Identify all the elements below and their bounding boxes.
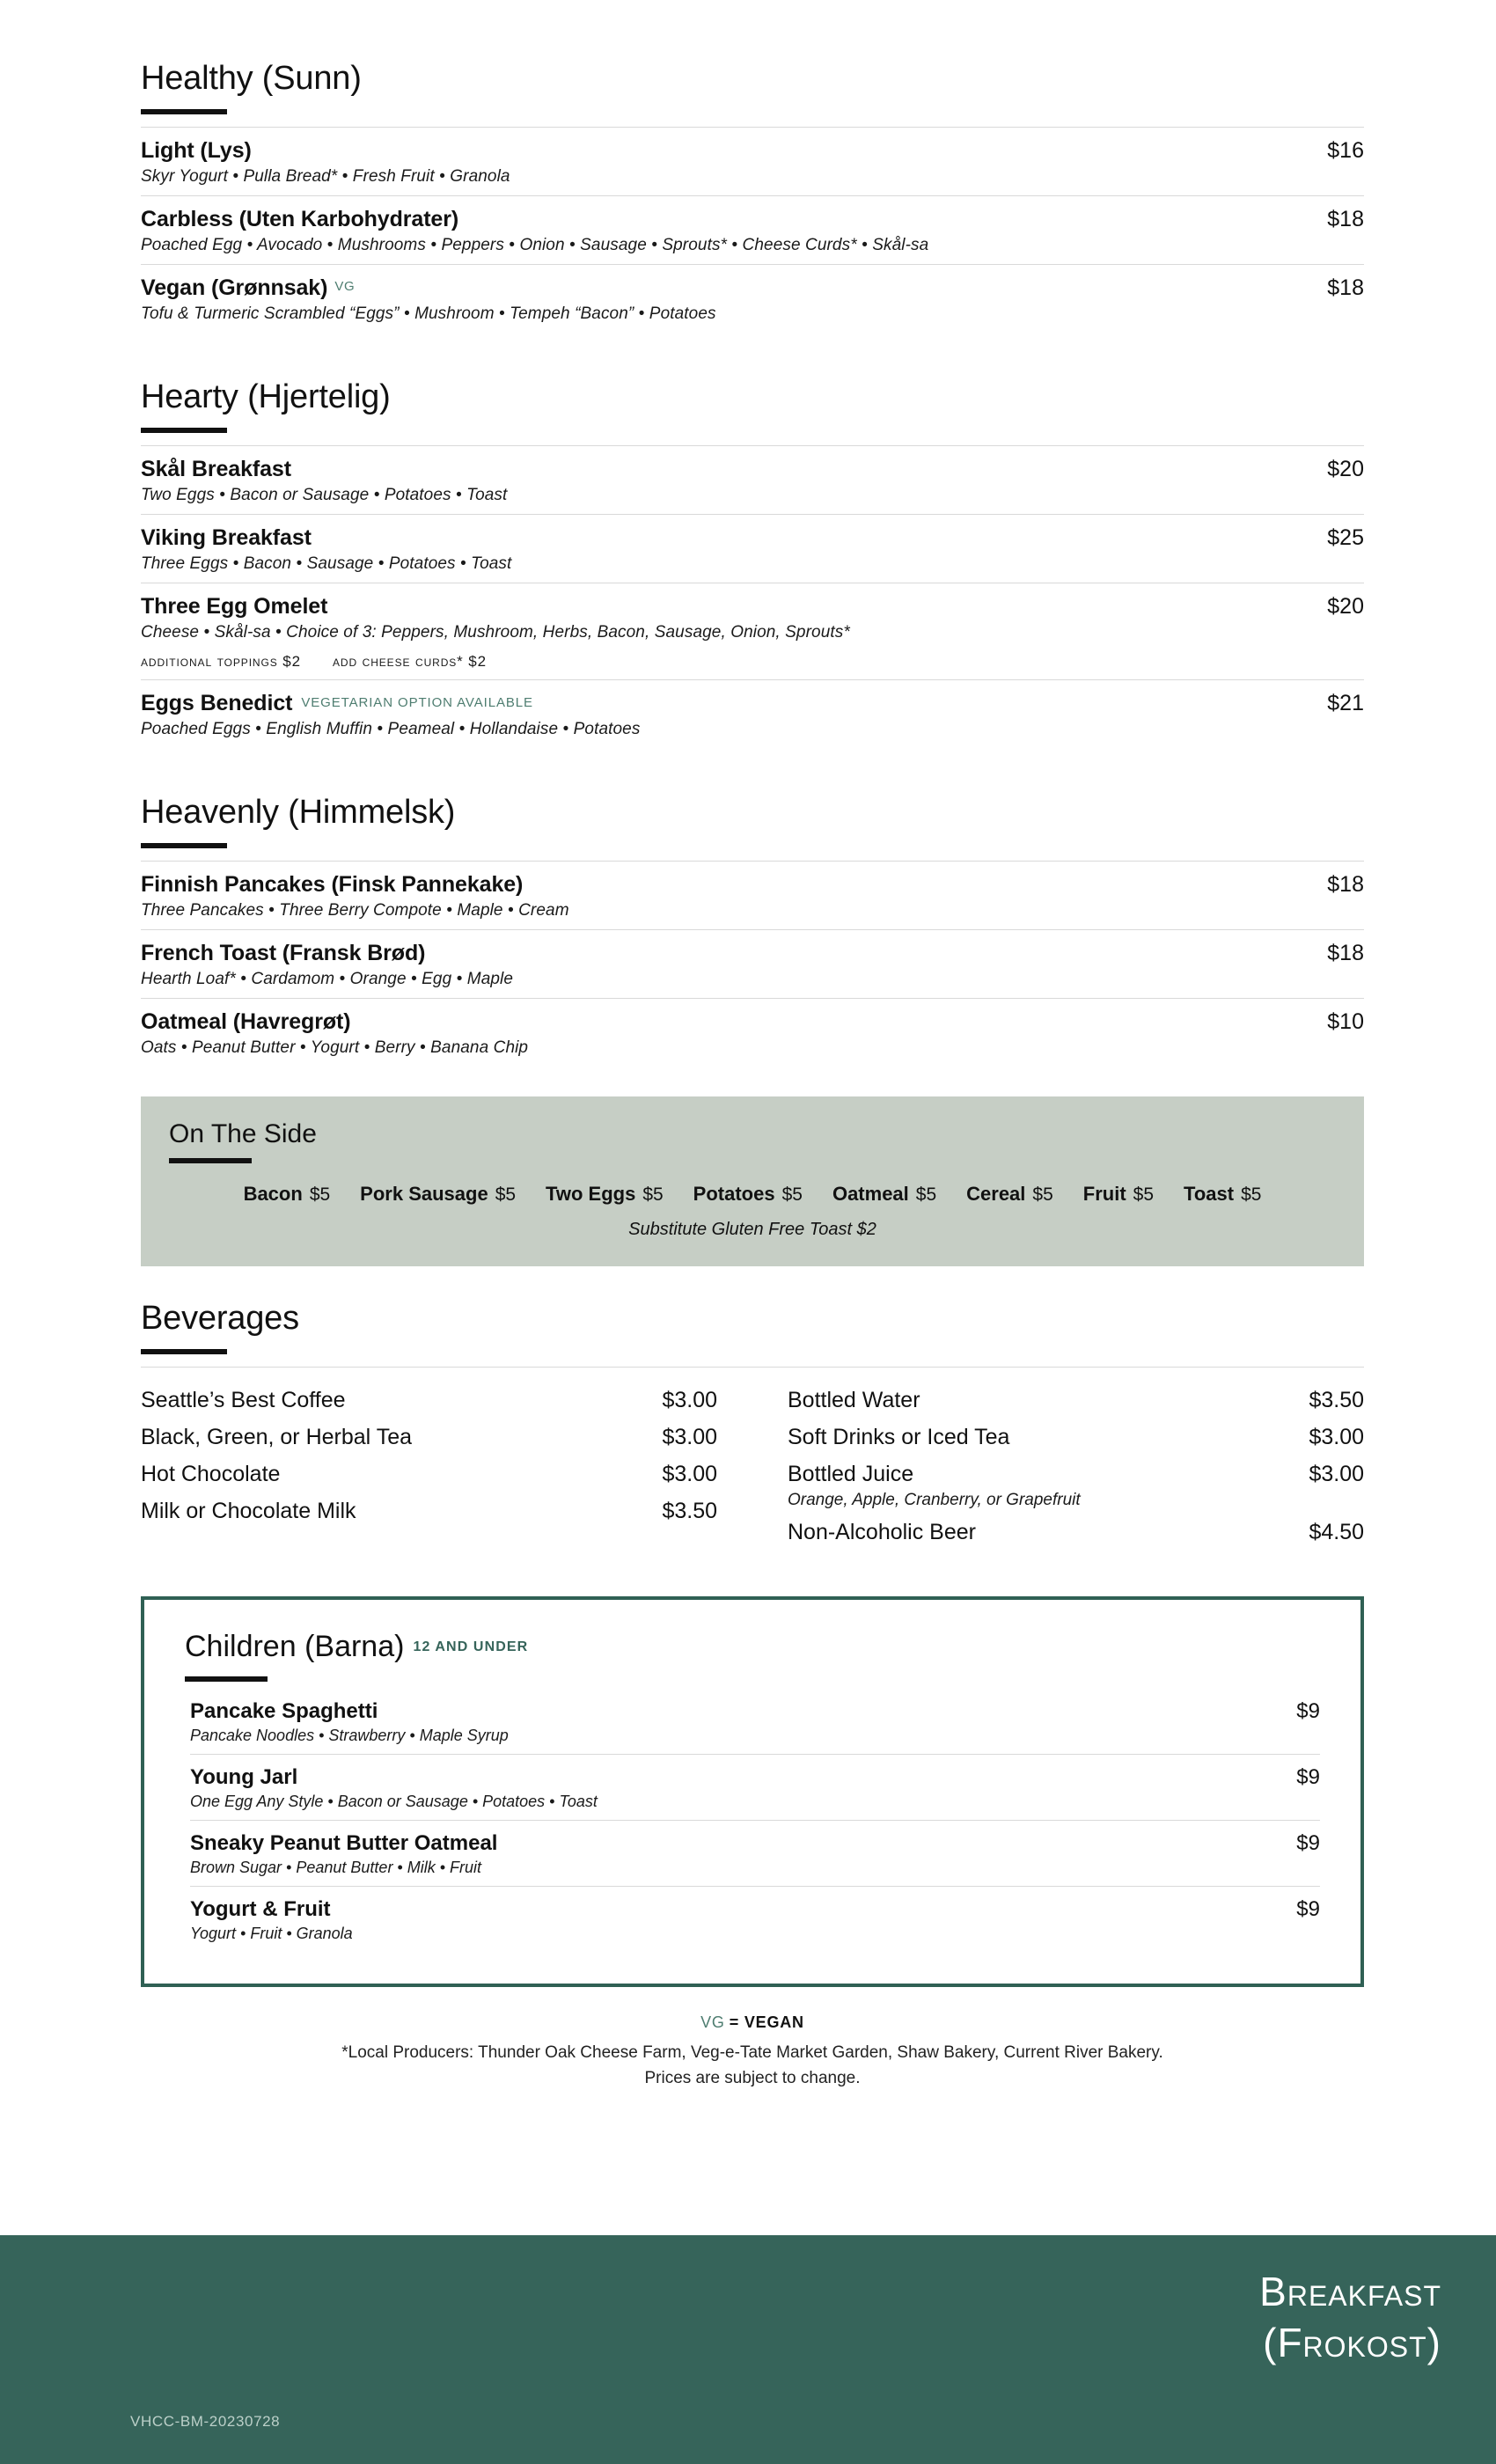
children-item-price: $9 bbox=[1296, 1698, 1320, 1723]
side-item-name: Potatoes bbox=[693, 1182, 775, 1205]
menu-item-description: Two Eggs • Bacon or Sausage • Potatoes • Toast bbox=[141, 485, 508, 504]
vg-legend-text: = VEGAN bbox=[729, 2013, 804, 2031]
children-item-price: $9 bbox=[1296, 1896, 1320, 1921]
beverage-name: Milk or Chocolate Milk bbox=[141, 1498, 356, 1523]
menu-item-name bbox=[141, 691, 533, 716]
menu-item-name: Carbless (Uten Karbohydrater) bbox=[141, 206, 459, 231]
menu-item-description: Cheese • Skål-sa • Choice of 3: Peppers, Mushroom, Herbs, Bacon, Sausage, Onion, Sprouts* bbox=[141, 622, 850, 642]
section-beverages bbox=[141, 1299, 1364, 1551]
on-the-side-title: On The Side bbox=[169, 1118, 317, 1148]
menu-item bbox=[141, 127, 1364, 195]
menu-item-name: French Toast (Fransk Brød) bbox=[141, 940, 426, 965]
menu-item-price: $25 bbox=[1327, 524, 1364, 550]
beverage-columns bbox=[141, 1367, 1364, 1551]
children-item-name: Sneaky Peanut Butter Oatmeal bbox=[190, 1830, 498, 1855]
item-list-hearty bbox=[141, 445, 1364, 748]
menu-content bbox=[141, 62, 1364, 2091]
children-age-note: 12 AND UNDER bbox=[413, 1639, 529, 1654]
menu-item-description: Poached Egg • Avocado • Mushrooms • Peppers • Onion • Sausage • Sprouts* • Cheese Curds* • Skål-sa bbox=[141, 235, 929, 254]
beverage-row bbox=[141, 1456, 717, 1492]
section-title-heavenly: Heavenly (Himmelsk) bbox=[141, 793, 456, 831]
beverage-price: $3.50 bbox=[1309, 1387, 1364, 1412]
beverage-description: Orange, Apple, Cranberry, or Grapefruit bbox=[788, 1490, 1081, 1509]
menu-item-name: Three Egg Omelet bbox=[141, 593, 328, 619]
beverage-name: Seattle’s Best Coffee bbox=[141, 1387, 346, 1412]
menu-item-name: Skål Breakfast bbox=[141, 456, 291, 481]
menu-item-name: Oatmeal (Havregrøt) bbox=[141, 1008, 351, 1034]
menu-item-price: $16 bbox=[1327, 137, 1364, 163]
children-item-row bbox=[190, 1699, 1320, 1724]
beverage-row bbox=[788, 1456, 1364, 1492]
menu-item-row bbox=[141, 138, 1364, 164]
section-heavenly bbox=[141, 793, 1364, 1067]
side-item bbox=[1083, 1183, 1154, 1206]
banner-title-line1: Breakfast bbox=[1259, 2269, 1441, 2314]
side-item-name: Toast bbox=[1184, 1182, 1235, 1205]
beverage-name: Black, Green, or Herbal Tea bbox=[141, 1424, 413, 1449]
side-item-list bbox=[169, 1183, 1336, 1206]
side-item-name: Oatmeal bbox=[832, 1182, 909, 1205]
section-header bbox=[141, 793, 1364, 861]
menu-item-description: Skyr Yogurt • Pulla Bread* • Fresh Fruit • Granola bbox=[141, 166, 510, 186]
beverage-row bbox=[141, 1419, 717, 1456]
side-item-price: $5 bbox=[781, 1184, 803, 1205]
side-item bbox=[832, 1183, 936, 1206]
menu-item bbox=[141, 929, 1364, 998]
menu-item bbox=[141, 998, 1364, 1067]
menu-item-price: $18 bbox=[1327, 940, 1364, 965]
menu-item-price: $18 bbox=[1327, 275, 1364, 300]
menu-item-name: Viking Breakfast bbox=[141, 524, 312, 550]
spacer bbox=[141, 766, 1364, 796]
section-header bbox=[141, 1299, 1364, 1367]
side-item-name: Fruit bbox=[1082, 1182, 1126, 1205]
side-item bbox=[546, 1183, 664, 1206]
banner-title-line2: (Frokost) bbox=[1263, 2319, 1441, 2365]
menu-item-price: $21 bbox=[1327, 690, 1364, 715]
side-item bbox=[360, 1183, 516, 1206]
children-item-list bbox=[185, 1692, 1320, 1952]
children-menu-item bbox=[190, 1886, 1320, 1952]
menu-item-name-text: Vegan (Grønnsak) bbox=[141, 275, 328, 300]
menu-item-row bbox=[141, 525, 1364, 551]
side-item bbox=[1184, 1183, 1261, 1206]
beverage-name: Soft Drinks or Iced Tea bbox=[788, 1424, 1010, 1449]
menu-item-row bbox=[141, 207, 1364, 232]
children-item-name: Yogurt & Fruit bbox=[190, 1896, 331, 1921]
menu-item bbox=[141, 195, 1364, 264]
menu-item-row bbox=[141, 275, 1364, 301]
menu-item-row bbox=[141, 457, 1364, 482]
side-item-name: Pork Sausage bbox=[360, 1182, 488, 1205]
vegetarian-option-badge: VEGETARIAN OPTION AVAILABLE bbox=[301, 694, 533, 710]
beverage-name: Bottled Juice bbox=[788, 1461, 914, 1486]
children-item-row bbox=[190, 1765, 1320, 1790]
price-disclaimer: Prices are subject to change. bbox=[644, 2069, 861, 2088]
menu-item-name-text: Eggs Benedict bbox=[141, 690, 293, 715]
children-title: Children (Barna) bbox=[185, 1629, 405, 1663]
beverage-row bbox=[788, 1514, 1364, 1551]
local-producers-note: *Local Producers: Thunder Oak Cheese Farm, Veg-e-Tate Market Garden, Shaw Bakery, Current River Bakery. bbox=[341, 2042, 1163, 2062]
menu-item-price: $18 bbox=[1327, 206, 1364, 231]
menu-item-description: Hearth Loaf* • Cardamom • Orange • Egg • Maple bbox=[141, 969, 514, 988]
children-menu-item bbox=[190, 1692, 1320, 1754]
side-item bbox=[693, 1183, 803, 1206]
beverage-price: $3.00 bbox=[662, 1461, 717, 1486]
beverage-column-left bbox=[141, 1382, 717, 1551]
section-healthy bbox=[141, 62, 1364, 333]
footnotes bbox=[141, 2013, 1364, 2091]
menu-item-description: Oats • Peanut Butter • Yogurt • Berry • Banana Chip bbox=[141, 1038, 529, 1057]
banner-title bbox=[1259, 2267, 1441, 2368]
footer-banner bbox=[0, 2235, 1496, 2464]
section-underline bbox=[141, 1349, 227, 1354]
side-item-price: $5 bbox=[915, 1184, 937, 1205]
menu-item-row bbox=[141, 872, 1364, 898]
beverage-price: $3.00 bbox=[1309, 1424, 1364, 1449]
section-hearty bbox=[141, 380, 1364, 748]
side-item-price: $5 bbox=[642, 1184, 664, 1205]
menu-item-row bbox=[141, 1009, 1364, 1035]
beverage-price: $3.00 bbox=[1309, 1461, 1364, 1486]
children-menu-item bbox=[190, 1754, 1320, 1820]
menu-item-row bbox=[141, 691, 1364, 716]
section-header bbox=[141, 380, 1364, 445]
children-item-price: $9 bbox=[1296, 1764, 1320, 1789]
section-underline bbox=[169, 1158, 252, 1163]
section-underline bbox=[185, 1676, 268, 1682]
section-header bbox=[141, 62, 1364, 127]
vegan-badge: VG bbox=[334, 278, 356, 294]
children-menu-item bbox=[190, 1820, 1320, 1886]
beverage-row bbox=[141, 1492, 717, 1529]
beverage-row bbox=[141, 1382, 717, 1419]
menu-item bbox=[141, 445, 1364, 514]
menu-item-price: $20 bbox=[1327, 593, 1364, 619]
section-title-beverages: Beverages bbox=[141, 1299, 299, 1337]
menu-item bbox=[141, 583, 1364, 679]
menu-item bbox=[141, 679, 1364, 748]
gluten-free-substitute-note: Substitute Gluten Free Toast $2 bbox=[628, 1219, 876, 1239]
children-item-description: Brown Sugar • Peanut Butter • Milk • Fruit bbox=[190, 1858, 482, 1876]
menu-item-price: $20 bbox=[1327, 456, 1364, 481]
menu-item-name bbox=[141, 275, 355, 301]
side-item-price: $5 bbox=[495, 1184, 517, 1205]
children-item-description: One Egg Any Style • Bacon or Sausage • Potatoes • Toast bbox=[190, 1792, 598, 1810]
section-underline bbox=[141, 428, 227, 433]
beverage-column-right bbox=[788, 1382, 1364, 1551]
menu-item-description: Three Eggs • Bacon • Sausage • Potatoes • Toast bbox=[141, 554, 512, 573]
menu-item bbox=[141, 861, 1364, 929]
beverage-row bbox=[788, 1382, 1364, 1419]
vg-abbreviation: VG bbox=[700, 2013, 725, 2031]
menu-item-price: $18 bbox=[1327, 871, 1364, 897]
beverage-price: $3.00 bbox=[662, 1387, 717, 1412]
beverage-price: $3.50 bbox=[662, 1498, 717, 1523]
side-item bbox=[244, 1183, 331, 1206]
menu-item-description: Three Pancakes • Three Berry Compote • Maple • Cream bbox=[141, 900, 569, 920]
menu-item-addons bbox=[141, 653, 1364, 671]
beverage-name: Non-Alcoholic Beer bbox=[788, 1519, 976, 1544]
section-title-hearty: Hearty (Hjertelig) bbox=[141, 378, 391, 415]
children-item-name: Young Jarl bbox=[190, 1764, 298, 1789]
children-item-description: Yogurt • Fruit • Granola bbox=[190, 1924, 353, 1942]
side-item-name: Two Eggs bbox=[546, 1182, 636, 1205]
beverage-price: $4.50 bbox=[1309, 1519, 1364, 1544]
beverage-row bbox=[788, 1419, 1364, 1456]
spacer bbox=[141, 350, 1364, 380]
menu-item-name: Light (Lys) bbox=[141, 137, 252, 163]
section-underline bbox=[141, 109, 227, 114]
menu-item-name: Finnish Pancakes (Finsk Pannekake) bbox=[141, 871, 524, 897]
menu-item-description: Tofu & Turmeric Scrambled “Eggs” • Mushroom • Tempeh “Bacon” • Potatoes bbox=[141, 304, 716, 323]
side-item-name: Bacon bbox=[243, 1182, 303, 1205]
menu-item bbox=[141, 264, 1364, 333]
children-header bbox=[185, 1630, 1320, 1682]
children-item-row bbox=[190, 1831, 1320, 1856]
menu-item bbox=[141, 514, 1364, 583]
menu-item-description: Poached Eggs • English Muffin • Peameal • Hollandaise • Potatoes bbox=[141, 719, 641, 738]
beverage-price: $3.00 bbox=[662, 1424, 717, 1449]
item-list-healthy bbox=[141, 127, 1364, 333]
beverage-name: Hot Chocolate bbox=[141, 1461, 281, 1486]
side-item bbox=[966, 1183, 1053, 1206]
children-item-name: Pancake Spaghetti bbox=[190, 1698, 378, 1723]
document-code: VHCC-BM-20230728 bbox=[130, 2413, 281, 2430]
side-item-price: $5 bbox=[309, 1184, 331, 1205]
menu-item-price: $10 bbox=[1327, 1008, 1364, 1034]
addon-toppings: additional toppings $2 bbox=[141, 652, 301, 670]
addon-cheese-curds: add cheese curds* $2 bbox=[332, 652, 488, 670]
menu-item-row bbox=[141, 594, 1364, 620]
beverage-name: Bottled Water bbox=[788, 1387, 920, 1412]
vegan-legend bbox=[141, 2013, 1364, 2032]
children-menu-box bbox=[141, 1596, 1364, 1987]
section-underline bbox=[141, 843, 227, 848]
children-item-row bbox=[190, 1897, 1320, 1922]
item-list-heavenly bbox=[141, 861, 1364, 1067]
on-the-side-box bbox=[141, 1096, 1364, 1266]
side-item-price: $5 bbox=[1133, 1184, 1155, 1205]
menu-item-row bbox=[141, 941, 1364, 966]
section-title-healthy: Healthy (Sunn) bbox=[141, 60, 362, 97]
children-item-price: $9 bbox=[1296, 1830, 1320, 1855]
side-item-price: $5 bbox=[1032, 1184, 1053, 1205]
side-item-name: Cereal bbox=[966, 1182, 1026, 1205]
side-item-price: $5 bbox=[1241, 1184, 1262, 1205]
children-item-description: Pancake Noodles • Strawberry • Maple Syrup bbox=[190, 1726, 509, 1744]
